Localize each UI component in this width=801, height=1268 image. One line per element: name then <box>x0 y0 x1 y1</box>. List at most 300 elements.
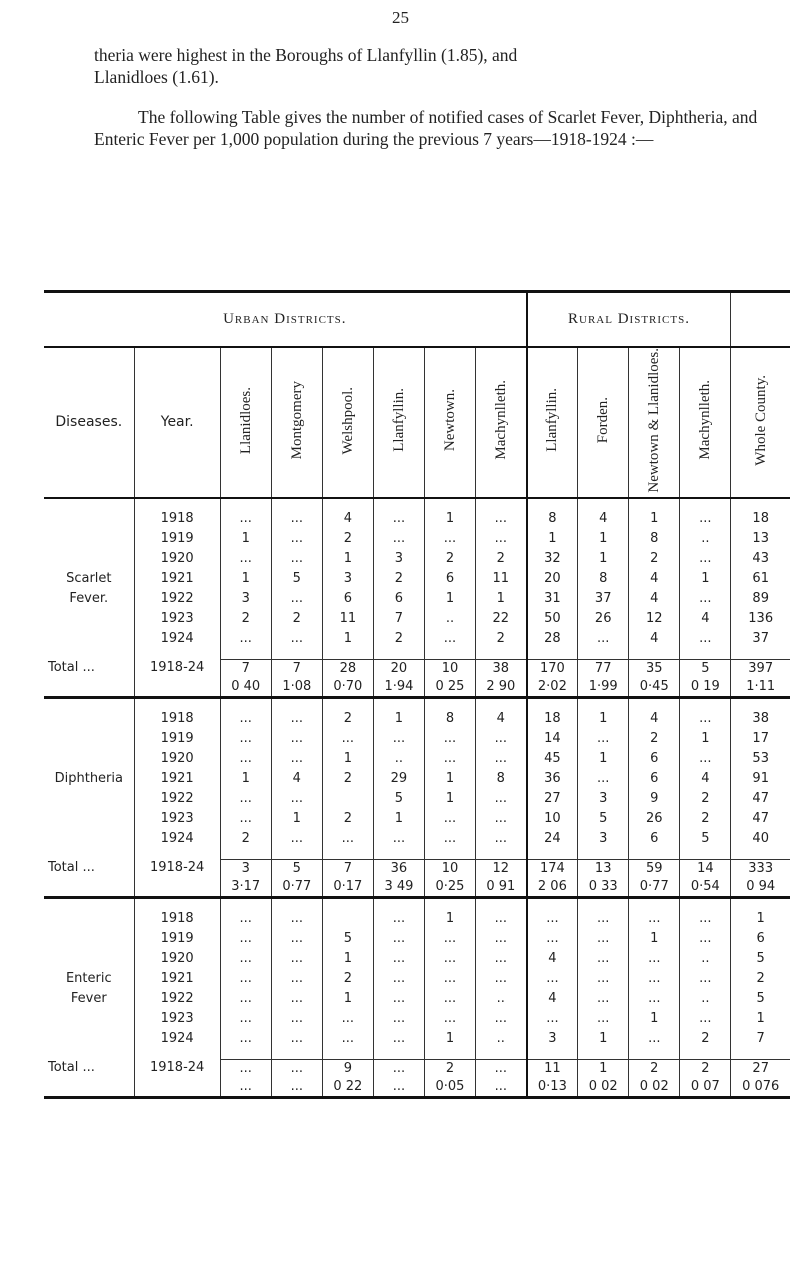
value-cell: 2 <box>220 829 271 849</box>
value-cell: ... <box>322 1009 373 1029</box>
value-cell: 18 <box>731 509 790 529</box>
rate-cell: 0 94 <box>731 878 790 898</box>
value-cell: 10 <box>527 809 578 829</box>
value-cell: 1 <box>424 589 475 609</box>
diseases-column-header: Diseases. <box>44 347 134 498</box>
value-cell: 20 <box>527 569 578 589</box>
disease-label <box>44 929 134 949</box>
year-cell: 1921 <box>134 769 220 789</box>
value-cell: .. <box>680 949 731 969</box>
value-cell: ... <box>271 729 322 749</box>
table-row <box>44 789 790 809</box>
value-cell: 4 <box>476 709 527 729</box>
value-cell: 5 <box>680 829 731 849</box>
rate-cell: 3 49 <box>373 878 424 898</box>
year-cell: 1923 <box>134 609 220 629</box>
value-cell: ... <box>373 969 424 989</box>
table-row <box>44 949 790 969</box>
value-cell: 11 <box>476 569 527 589</box>
table-row <box>44 829 790 849</box>
value-cell: ... <box>322 729 373 749</box>
value-cell: 2 <box>680 809 731 829</box>
rate-cell: ... <box>373 1078 424 1098</box>
value-cell: 2 <box>322 809 373 829</box>
value-cell: 4 <box>629 589 680 609</box>
rural-districts-header: Rural Districts. <box>527 292 731 348</box>
rate-cell: 1·94 <box>373 678 424 698</box>
value-cell: 37 <box>731 629 790 649</box>
value-cell: ... <box>424 629 475 649</box>
disease-label <box>44 609 134 629</box>
value-cell: 2 <box>476 549 527 569</box>
value-cell: ... <box>680 509 731 529</box>
rate-row <box>44 678 790 698</box>
value-cell: 2 <box>629 549 680 569</box>
value-cell: 1 <box>578 549 629 569</box>
value-cell: 1 <box>578 749 629 769</box>
value-cell: 4 <box>322 509 373 529</box>
column-header: Machynlleth. <box>476 347 527 498</box>
total-cell: 3 <box>220 859 271 878</box>
value-cell: 29 <box>373 769 424 789</box>
year-cell: 1924 <box>134 1029 220 1049</box>
table-row <box>44 1029 790 1049</box>
value-cell: ... <box>373 1009 424 1029</box>
value-cell: 2 <box>680 789 731 809</box>
intro-line-2: Llanidloes (1.61). <box>94 67 219 87</box>
value-cell: 22 <box>476 609 527 629</box>
value-cell: ... <box>373 909 424 929</box>
value-cell: 91 <box>731 769 790 789</box>
value-cell: 5 <box>271 569 322 589</box>
value-cell: 8 <box>578 569 629 589</box>
value-cell: ... <box>578 769 629 789</box>
total-cell: 333 <box>731 859 790 878</box>
year-cell: 1919 <box>134 529 220 549</box>
value-cell: ... <box>220 1009 271 1029</box>
value-cell: 1 <box>578 1029 629 1049</box>
value-cell: ... <box>373 929 424 949</box>
disease-label <box>44 529 134 549</box>
total-cell: 2 <box>424 1059 475 1078</box>
value-cell: ... <box>476 509 527 529</box>
value-cell: ... <box>322 1029 373 1049</box>
value-cell: 4 <box>629 709 680 729</box>
value-cell: ... <box>271 909 322 929</box>
rate-label <box>44 1078 134 1098</box>
value-cell: 2 <box>322 969 373 989</box>
year-cell: 1922 <box>134 589 220 609</box>
total-year-cell: 1918-24 <box>134 1059 220 1078</box>
total-year-cell: 1918-24 <box>134 859 220 878</box>
value-cell: 2 <box>322 769 373 789</box>
value-cell: ... <box>220 969 271 989</box>
value-cell: 2 <box>476 629 527 649</box>
total-cell: 7 <box>271 659 322 678</box>
value-cell: 24 <box>527 829 578 849</box>
value-cell: 18 <box>527 709 578 729</box>
value-cell: 1 <box>424 789 475 809</box>
disease-label: Fever <box>70 990 107 1006</box>
value-cell: .. <box>373 749 424 769</box>
total-cell: 35 <box>629 659 680 678</box>
value-cell: 1 <box>322 949 373 969</box>
year-cell: 1918 <box>134 509 220 529</box>
value-cell: 1 <box>322 989 373 1009</box>
value-cell: ... <box>424 949 475 969</box>
value-cell: ... <box>220 789 271 809</box>
value-cell: ... <box>680 629 731 649</box>
year-cell: 1923 <box>134 1009 220 1029</box>
disease-label <box>44 829 134 849</box>
year-column-header: Year. <box>134 347 220 498</box>
total-cell: 12 <box>476 859 527 878</box>
value-cell: ... <box>476 969 527 989</box>
value-cell: 26 <box>629 809 680 829</box>
value-cell: ... <box>629 949 680 969</box>
year-cell: 1924 <box>134 629 220 649</box>
total-cell: 77 <box>578 659 629 678</box>
value-cell: ... <box>476 529 527 549</box>
value-cell: ... <box>578 929 629 949</box>
rate-cell: 0·54 <box>680 878 731 898</box>
value-cell: 14 <box>527 729 578 749</box>
column-header: Whole County. <box>731 347 790 498</box>
total-row <box>44 659 790 678</box>
value-cell: ... <box>220 549 271 569</box>
value-cell: 47 <box>731 789 790 809</box>
total-label: Total ... <box>48 860 95 876</box>
value-cell: ... <box>527 969 578 989</box>
table-row <box>44 989 790 1009</box>
disease-label <box>44 509 134 529</box>
value-cell: ... <box>578 989 629 1009</box>
year-cell: 1921 <box>134 569 220 589</box>
year-cell: 1919 <box>134 729 220 749</box>
year-cell: 1921 <box>134 969 220 989</box>
value-cell: 1 <box>629 1009 680 1029</box>
value-cell: 61 <box>731 569 790 589</box>
disease-label: Diphtheria <box>54 770 123 786</box>
value-cell: ... <box>424 929 475 949</box>
total-cell: ... <box>271 1059 322 1078</box>
value-cell: ... <box>271 549 322 569</box>
value-cell: ... <box>680 1009 731 1029</box>
value-cell: 7 <box>373 609 424 629</box>
value-cell: 26 <box>578 609 629 629</box>
value-cell: ... <box>680 749 731 769</box>
value-cell: ... <box>220 809 271 829</box>
table-row <box>44 1009 790 1029</box>
value-cell: ... <box>271 749 322 769</box>
value-cell: ... <box>373 529 424 549</box>
value-cell: ... <box>578 1009 629 1029</box>
value-cell: ... <box>424 529 475 549</box>
total-cell: 14 <box>680 859 731 878</box>
value-cell: 6 <box>373 589 424 609</box>
value-cell <box>322 909 373 929</box>
rate-cell: 1·99 <box>578 678 629 698</box>
value-cell: 8 <box>424 709 475 729</box>
value-cell: 5 <box>373 789 424 809</box>
value-cell: 13 <box>731 529 790 549</box>
rate-cell: 0·77 <box>271 878 322 898</box>
value-cell: 2 <box>424 549 475 569</box>
value-cell: ... <box>578 949 629 969</box>
value-cell: ... <box>527 1009 578 1029</box>
rate-cell: 0·25 <box>424 878 475 898</box>
value-cell: ... <box>220 629 271 649</box>
value-cell: 136 <box>731 609 790 629</box>
value-cell: 1 <box>424 769 475 789</box>
column-header: Llanfyllin. <box>527 347 578 498</box>
value-cell: ... <box>476 789 527 809</box>
value-cell: ... <box>220 509 271 529</box>
value-cell: ... <box>680 969 731 989</box>
total-year-cell: 1918-24 <box>134 659 220 678</box>
disease-rates-table <box>44 290 790 1099</box>
intro-text <box>94 44 784 150</box>
value-cell: 1 <box>220 769 271 789</box>
rate-cell: 2 06 <box>527 878 578 898</box>
rate-cell: 0 076 <box>731 1078 790 1098</box>
value-cell: 38 <box>731 709 790 729</box>
value-cell: ... <box>680 709 731 729</box>
value-cell: 3 <box>373 549 424 569</box>
value-cell: ... <box>680 589 731 609</box>
value-cell: 1 <box>373 709 424 729</box>
rate-cell: 0·05 <box>424 1078 475 1098</box>
rate-cell: 3·17 <box>220 878 271 898</box>
value-cell: 2 <box>271 609 322 629</box>
table-row <box>44 969 790 989</box>
value-cell: 4 <box>527 949 578 969</box>
value-cell: ... <box>271 529 322 549</box>
value-cell: 4 <box>680 609 731 629</box>
value-cell: ... <box>527 929 578 949</box>
value-cell: 3 <box>322 569 373 589</box>
rate-cell: 1·08 <box>271 678 322 698</box>
table-row <box>44 909 790 929</box>
value-cell: ... <box>476 1009 527 1029</box>
total-cell: 11 <box>527 1059 578 1078</box>
value-cell: ... <box>476 909 527 929</box>
year-cell: 1919 <box>134 929 220 949</box>
rate-cell: 0·17 <box>322 878 373 898</box>
value-cell: 3 <box>527 1029 578 1049</box>
total-cell: 7 <box>220 659 271 678</box>
value-cell: ... <box>424 829 475 849</box>
disease-label <box>44 809 134 829</box>
table-row <box>44 749 790 769</box>
value-cell: ... <box>476 749 527 769</box>
rate-cell: 0 40 <box>220 678 271 698</box>
value-cell: ... <box>220 749 271 769</box>
value-cell: 12 <box>629 609 680 629</box>
column-header: Newtown & Llanidloes. <box>629 347 680 498</box>
value-cell: ... <box>578 729 629 749</box>
value-cell: 1 <box>629 929 680 949</box>
value-cell: 2 <box>322 529 373 549</box>
rate-cell: ... <box>220 1078 271 1098</box>
total-cell: 9 <box>322 1059 373 1078</box>
value-cell: ... <box>220 709 271 729</box>
value-cell: 6 <box>424 569 475 589</box>
year-cell: 1918 <box>134 909 220 929</box>
value-cell: ... <box>271 989 322 1009</box>
disease-label: Fever. <box>69 590 109 606</box>
value-cell: 4 <box>271 769 322 789</box>
disease-label: Scarlet <box>66 570 112 586</box>
column-header-row <box>44 347 790 498</box>
table-row <box>44 549 790 569</box>
total-cell: 1 <box>578 1059 629 1078</box>
value-cell: 40 <box>731 829 790 849</box>
total-row <box>44 1059 790 1078</box>
value-cell: ... <box>629 969 680 989</box>
table-row <box>44 709 790 729</box>
table-row <box>44 769 790 789</box>
value-cell: ... <box>271 629 322 649</box>
value-cell: 1 <box>220 569 271 589</box>
value-cell: 9 <box>629 789 680 809</box>
value-cell: ... <box>578 969 629 989</box>
value-cell: 6 <box>629 829 680 849</box>
value-cell: ... <box>220 929 271 949</box>
total-label: Total ... <box>48 1060 95 1076</box>
value-cell: 4 <box>629 569 680 589</box>
value-cell: 1 <box>322 549 373 569</box>
total-row <box>44 859 790 878</box>
rate-year-cell <box>134 1078 220 1098</box>
disease-label <box>44 709 134 729</box>
value-cell: 11 <box>322 609 373 629</box>
value-cell: 1 <box>424 909 475 929</box>
value-cell: 50 <box>527 609 578 629</box>
value-cell: 31 <box>527 589 578 609</box>
value-cell: ... <box>220 909 271 929</box>
rate-cell: ... <box>476 1078 527 1098</box>
rate-cell: 2 90 <box>476 678 527 698</box>
value-cell: ... <box>220 1029 271 1049</box>
value-cell: ... <box>527 909 578 929</box>
year-cell: 1922 <box>134 989 220 1009</box>
value-cell: ... <box>424 809 475 829</box>
value-cell: 1 <box>322 749 373 769</box>
total-cell: 174 <box>527 859 578 878</box>
rate-cell: 0 02 <box>578 1078 629 1098</box>
value-cell: ... <box>476 809 527 829</box>
rate-label <box>44 878 134 898</box>
value-cell: 6 <box>731 929 790 949</box>
value-cell: .. <box>680 529 731 549</box>
total-cell: 5 <box>271 859 322 878</box>
value-cell: 1 <box>424 1029 475 1049</box>
intro-line-1: theria were highest in the Boroughs of Llanfyllin (1.85), and <box>94 45 518 65</box>
value-cell: 1 <box>476 589 527 609</box>
value-cell: 2 <box>373 629 424 649</box>
value-cell: ... <box>476 729 527 749</box>
rate-cell: 0·13 <box>527 1078 578 1098</box>
page-number: 25 <box>392 8 409 27</box>
value-cell: ... <box>476 829 527 849</box>
value-cell: 3 <box>220 589 271 609</box>
value-cell: 28 <box>527 629 578 649</box>
value-cell: ... <box>680 909 731 929</box>
value-cell: 32 <box>527 549 578 569</box>
table-row <box>44 529 790 549</box>
value-cell: .. <box>424 609 475 629</box>
value-cell: 43 <box>731 549 790 569</box>
urban-districts-header: Urban Districts. <box>44 292 527 348</box>
rate-cell: 0 02 <box>629 1078 680 1098</box>
total-cell: 397 <box>731 659 790 678</box>
value-cell: 2 <box>373 569 424 589</box>
value-cell: ... <box>476 929 527 949</box>
rate-cell: 0 33 <box>578 878 629 898</box>
value-cell: ... <box>373 1029 424 1049</box>
total-cell: 13 <box>578 859 629 878</box>
table-row <box>44 569 790 589</box>
table-row <box>44 809 790 829</box>
value-cell: ... <box>373 829 424 849</box>
table-row <box>44 609 790 629</box>
total-cell: 2 <box>629 1059 680 1078</box>
disease-label <box>44 1009 134 1029</box>
value-cell: ... <box>424 969 475 989</box>
value-cell: ... <box>220 949 271 969</box>
total-cell: 28 <box>322 659 373 678</box>
rate-row <box>44 1078 790 1098</box>
value-cell: 4 <box>680 769 731 789</box>
total-cell: 38 <box>476 659 527 678</box>
total-cell: 5 <box>680 659 731 678</box>
disease-label <box>44 909 134 929</box>
table-row <box>44 729 790 749</box>
value-cell: ... <box>373 949 424 969</box>
value-cell: ... <box>629 909 680 929</box>
value-cell: 7 <box>731 1029 790 1049</box>
value-cell: ... <box>271 1009 322 1029</box>
value-cell: 27 <box>527 789 578 809</box>
value-cell: 8 <box>527 509 578 529</box>
value-cell: 4 <box>629 629 680 649</box>
year-cell: 1920 <box>134 949 220 969</box>
value-cell: ... <box>271 969 322 989</box>
rate-year-cell <box>134 678 220 698</box>
value-cell: ... <box>271 829 322 849</box>
value-cell: 1 <box>424 509 475 529</box>
value-cell: 89 <box>731 589 790 609</box>
value-cell: ... <box>220 729 271 749</box>
column-header: Llanidloes. <box>220 347 271 498</box>
value-cell: ... <box>373 729 424 749</box>
total-cell: 36 <box>373 859 424 878</box>
disease-label <box>44 949 134 969</box>
value-cell: 6 <box>322 589 373 609</box>
disease-label <box>44 729 134 749</box>
value-cell: ... <box>424 989 475 1009</box>
value-cell: ... <box>373 989 424 1009</box>
table-row <box>44 629 790 649</box>
column-header: Forden. <box>578 347 629 498</box>
value-cell: 1 <box>220 529 271 549</box>
value-cell: 1 <box>680 729 731 749</box>
table-body <box>44 498 790 1098</box>
rate-cell: 0 19 <box>680 678 731 698</box>
value-cell: ... <box>271 949 322 969</box>
disease-label <box>44 629 134 649</box>
